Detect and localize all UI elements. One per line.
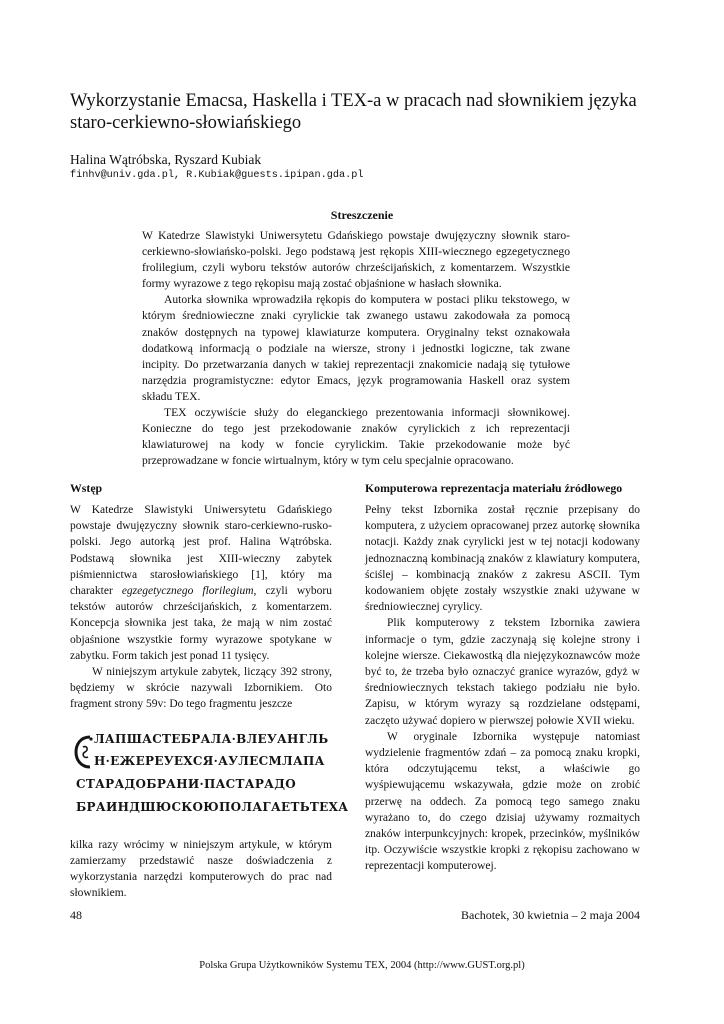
abstract bbox=[142, 228, 570, 469]
authors: Halina Wątróbska, Ryszard Kubiak bbox=[70, 152, 262, 167]
section-heading-representation: Komputerowa reprezentacja materiału źródłowego bbox=[365, 481, 623, 495]
section-heading-intro: Wstęp bbox=[70, 481, 103, 495]
author-emails: finhv@univ.gda.pl, R.Kubiak@guests.ipipan.gda.pl bbox=[70, 170, 364, 181]
manuscript-line-4: БРАИНДШЮСКОЮПОЛАГАЕТЬТЕХА bbox=[76, 799, 349, 814]
intro-paragraph-1-part-a: W Katedrze Slawistyki Uniwersytetu Gdańskiego powstaje dwujęzyczny słownik staro-cerkiewno-rusko-polski. Jego autorką jest prof. Halina Wątróbska. Podstawą słownika jest XIII-wieczny zabytek piśmiennictwa starosłowiańskiego [1], który ma charakter bbox=[70, 504, 332, 598]
representation-paragraph-3: W oryginale Izbornika występuje natomiast wydzielenie fragmentów zdań – za pomocą znaku kropki, która odczytującemu tekst, a właściwie go wyśpiewującemu wskazywała, gdzie może on zrobić przerwę na oddech. Za pomocą tego samego znaku wyrażano to, do czego dzisiaj używamy rozmaitych znaków interpunkcyjnych: kropek, przecinków, myślników itp. Oczywiście wszystkie kropki z rękopisu zachowano w reprezentacji komputerowej. bbox=[365, 730, 640, 873]
page-number: 48 bbox=[70, 908, 82, 922]
left-column bbox=[70, 480, 349, 901]
publisher-imprint: Polska Grupa Użytkowników Systemu TEX, 2004 (http://www.GUST.org.pl) bbox=[199, 960, 525, 971]
florilegium-term: egzegetycznego florilegium bbox=[121, 585, 254, 598]
representation-paragraph-1: Pełny tekst Izbornika został ręcznie przepisany do komputera, z użyciem opracowanej przez autorkę słownika notacji. Każdy znak cyrylicki jest w tej notacji kodowany jednoznaczną kombinacją znaków z klawiatury komputera, ściślej – kombinacją znaków z zakresu ASCII. Tym kodowaniem objęte zostały wszystkie znaki używane w średniowiecznej cyrylicy. bbox=[365, 504, 640, 614]
right-column bbox=[365, 480, 640, 875]
intro-paragraph-1 bbox=[70, 502, 332, 664]
abstract-paragraph-1: W Katedrze Slawistyki Uniwersytetu Gdańskiego powstaje dwujęzyczny słownik staro-cerkiewno-słowiańsko-polski. Jego podstawą jest rękopis XIII-wiecznego egzegetycznego frolilegium, czyli wyboru tekstów autorów chrześcijańskich, z komentarzem. Wszystkie formy wyrazowe z tego rękopisu mają zostać objaśnione w hasłach słownika. bbox=[142, 229, 570, 291]
manuscript-line-2: Н·ЕЖЕРЕУЕХСЯ·АУЛЕСМЛАПА bbox=[94, 753, 325, 768]
intro-paragraph-1-part-b: , czyli wyboru tekstów autorów chrześcijańskich, z komentarzem. Koncepcja słownika jest taka, że mają w nim zostać objaśnione wszystkie formy wyrazowe spotykane w zabytku. Form takich jest ponad 11 tysięcy. bbox=[70, 585, 332, 662]
intro-paragraph-3: kilka razy wrócimy w niniejszym artykule, w którym zamierzamy przedstawić nasze doświadczenia z wykorzystania narzędzi komputerowych do prac nad słownikiem. bbox=[70, 838, 332, 900]
representation-paragraph-2: Plik komputerowy z tekstem Izbornika zawiera informacje o tym, gdzie zaczynają się kolejne strony i kolejne wiersze. Ciekawostką dla niejęzykoznawców może być to, że trzeba było oznaczyć granice wyrazów, gdyż w średniowiecznych tekstach takiego podziału nie było. Zapisu, w którym wyrazy są rozdzielane odstępami, zaczęto używać dopiero w pierwszej połowie XVII wieku. bbox=[365, 617, 640, 727]
manuscript-line-1: ЛАПШАСТЕБРАЛА·ВЛЕУАНГЛЬ bbox=[94, 731, 329, 746]
abstract-paragraph-3: TEX oczywiście służy do eleganckiego prezentowania informacji słownikowej. Konieczne do tego jest przekodowanie znaków cyrylickich z ich reprezentacji klawiaturowej na kody w foncie cyrylickim. Takie przekodowanie może być przeprowadzane w foncie wirtualnym, który w tym celu specjalnie opracowano. bbox=[142, 406, 570, 468]
abstract-paragraph-2: Autorka słownika wprowadziła rękopis do komputera w postaci pliku tekstowego, w którym średniowieczne znaki cyrylickie tak zwanego ustawu zakodowała za pomocą znaków dostępnych na typowej klawiaturze komputera. Oryginalny tekst oznakowała dodatkową informacją o podziale na wiersze, strony i jednostki logiczne, tak zwane incipity. Do przetwarzania danych w takiej reprezentacji znakomicie nadają się tytułowe narzędzia programistyczne: edytor Emacs, język programowania Haskell oraz system składu TEX. bbox=[142, 293, 570, 403]
ornamental-initial-icon bbox=[74, 733, 94, 771]
paper-title: Wykorzystanie Emacsa, Haskella i TEX-a w pracach nad słownikiem języka staro-cerkiewno-słowiańskiego bbox=[70, 91, 637, 133]
manuscript-line-3: СТАРАДОБРАНИ·ПАСТАРАДО bbox=[76, 776, 296, 791]
abstract-heading: Streszczenie bbox=[330, 208, 394, 222]
running-footer: Bachotek, 30 kwietnia – 2 maja 2004 bbox=[461, 908, 640, 922]
manuscript-fragment-image bbox=[74, 729, 349, 821]
intro-paragraph-2: W niniejszym artykule zabytek, liczący 392 strony, będziemy w skrócie nazywali Izbornikiem. Oto fragment strony 59v: Do tego fragmentu jeszcze bbox=[70, 666, 332, 711]
